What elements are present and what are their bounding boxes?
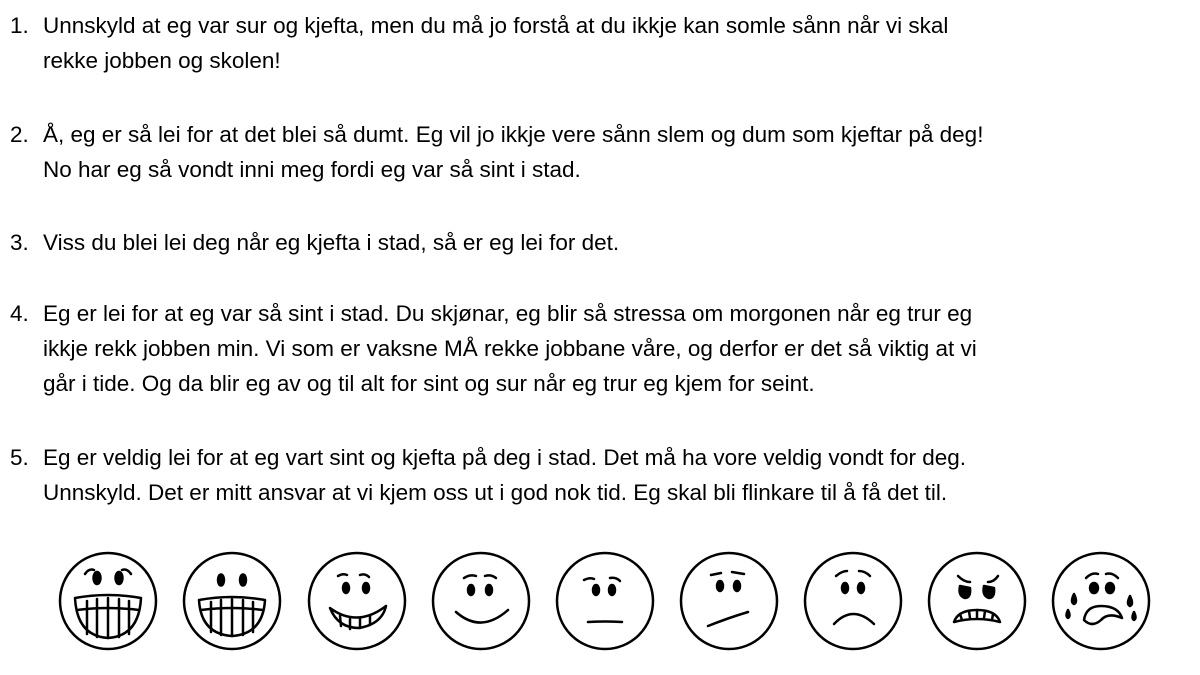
item-number: 3.: [10, 230, 29, 255]
neutral-face-icon: [552, 548, 658, 654]
list-item: [0, 8, 1195, 78]
emotion-scale: [55, 548, 1155, 658]
item-number: 5.: [10, 445, 29, 470]
item-number: 4.: [10, 301, 29, 326]
item-text: Eg er lei for at eg var så sint i stad. Du skjønar, eg blir så stressa om morgonen når eg trur eg ikkje rekk jobben min. Vi som er vaksne MÅ rekke jobbane våre, og derfor er det så viktig at vi går i tide. Og da blir eg av og til alt for sint og sur når eg trur eg kjem for seint.: [43, 301, 977, 396]
item-text: Eg er veldig lei for at eg vart sint og kjefta på deg i stad. Det må ha vore veldig vondt for deg. Unnskyld. Det er mitt ansvar at vi kjem oss ut i god nok tid. Eg skal bli flinkare til å få det til.: [43, 445, 967, 505]
crying-face-icon: [1048, 548, 1154, 654]
item-text: Viss du blei lei deg når eg kjefta i stad, så er eg lei for det.: [43, 230, 620, 255]
grimacing-face-icon: [924, 548, 1030, 654]
laughing-face-icon: [55, 548, 161, 654]
item-number: 2.: [10, 122, 29, 147]
list-item: [0, 440, 1195, 510]
confused-face-icon: [676, 548, 782, 654]
grinning-face-icon: [304, 548, 410, 654]
list-item: [0, 296, 1195, 401]
big-grin-face-icon: [179, 548, 285, 654]
list-item: [0, 225, 1195, 260]
item-number: 1.: [10, 13, 29, 38]
list-item: [0, 117, 1195, 187]
item-text: Å, eg er så lei for at det blei så dumt. Eg vil jo ikkje vere sånn slem og dum som kjeftar på deg! No har eg så vondt inni meg fordi eg var så sint i stad.: [43, 122, 984, 182]
item-text: Unnskyld at eg var sur og kjefta, men du må jo forstå at du ikkje kan somle sånn når vi skal rekke jobben og skolen!: [43, 13, 949, 73]
sad-face-icon: [800, 548, 906, 654]
smiling-face-icon: [428, 548, 534, 654]
